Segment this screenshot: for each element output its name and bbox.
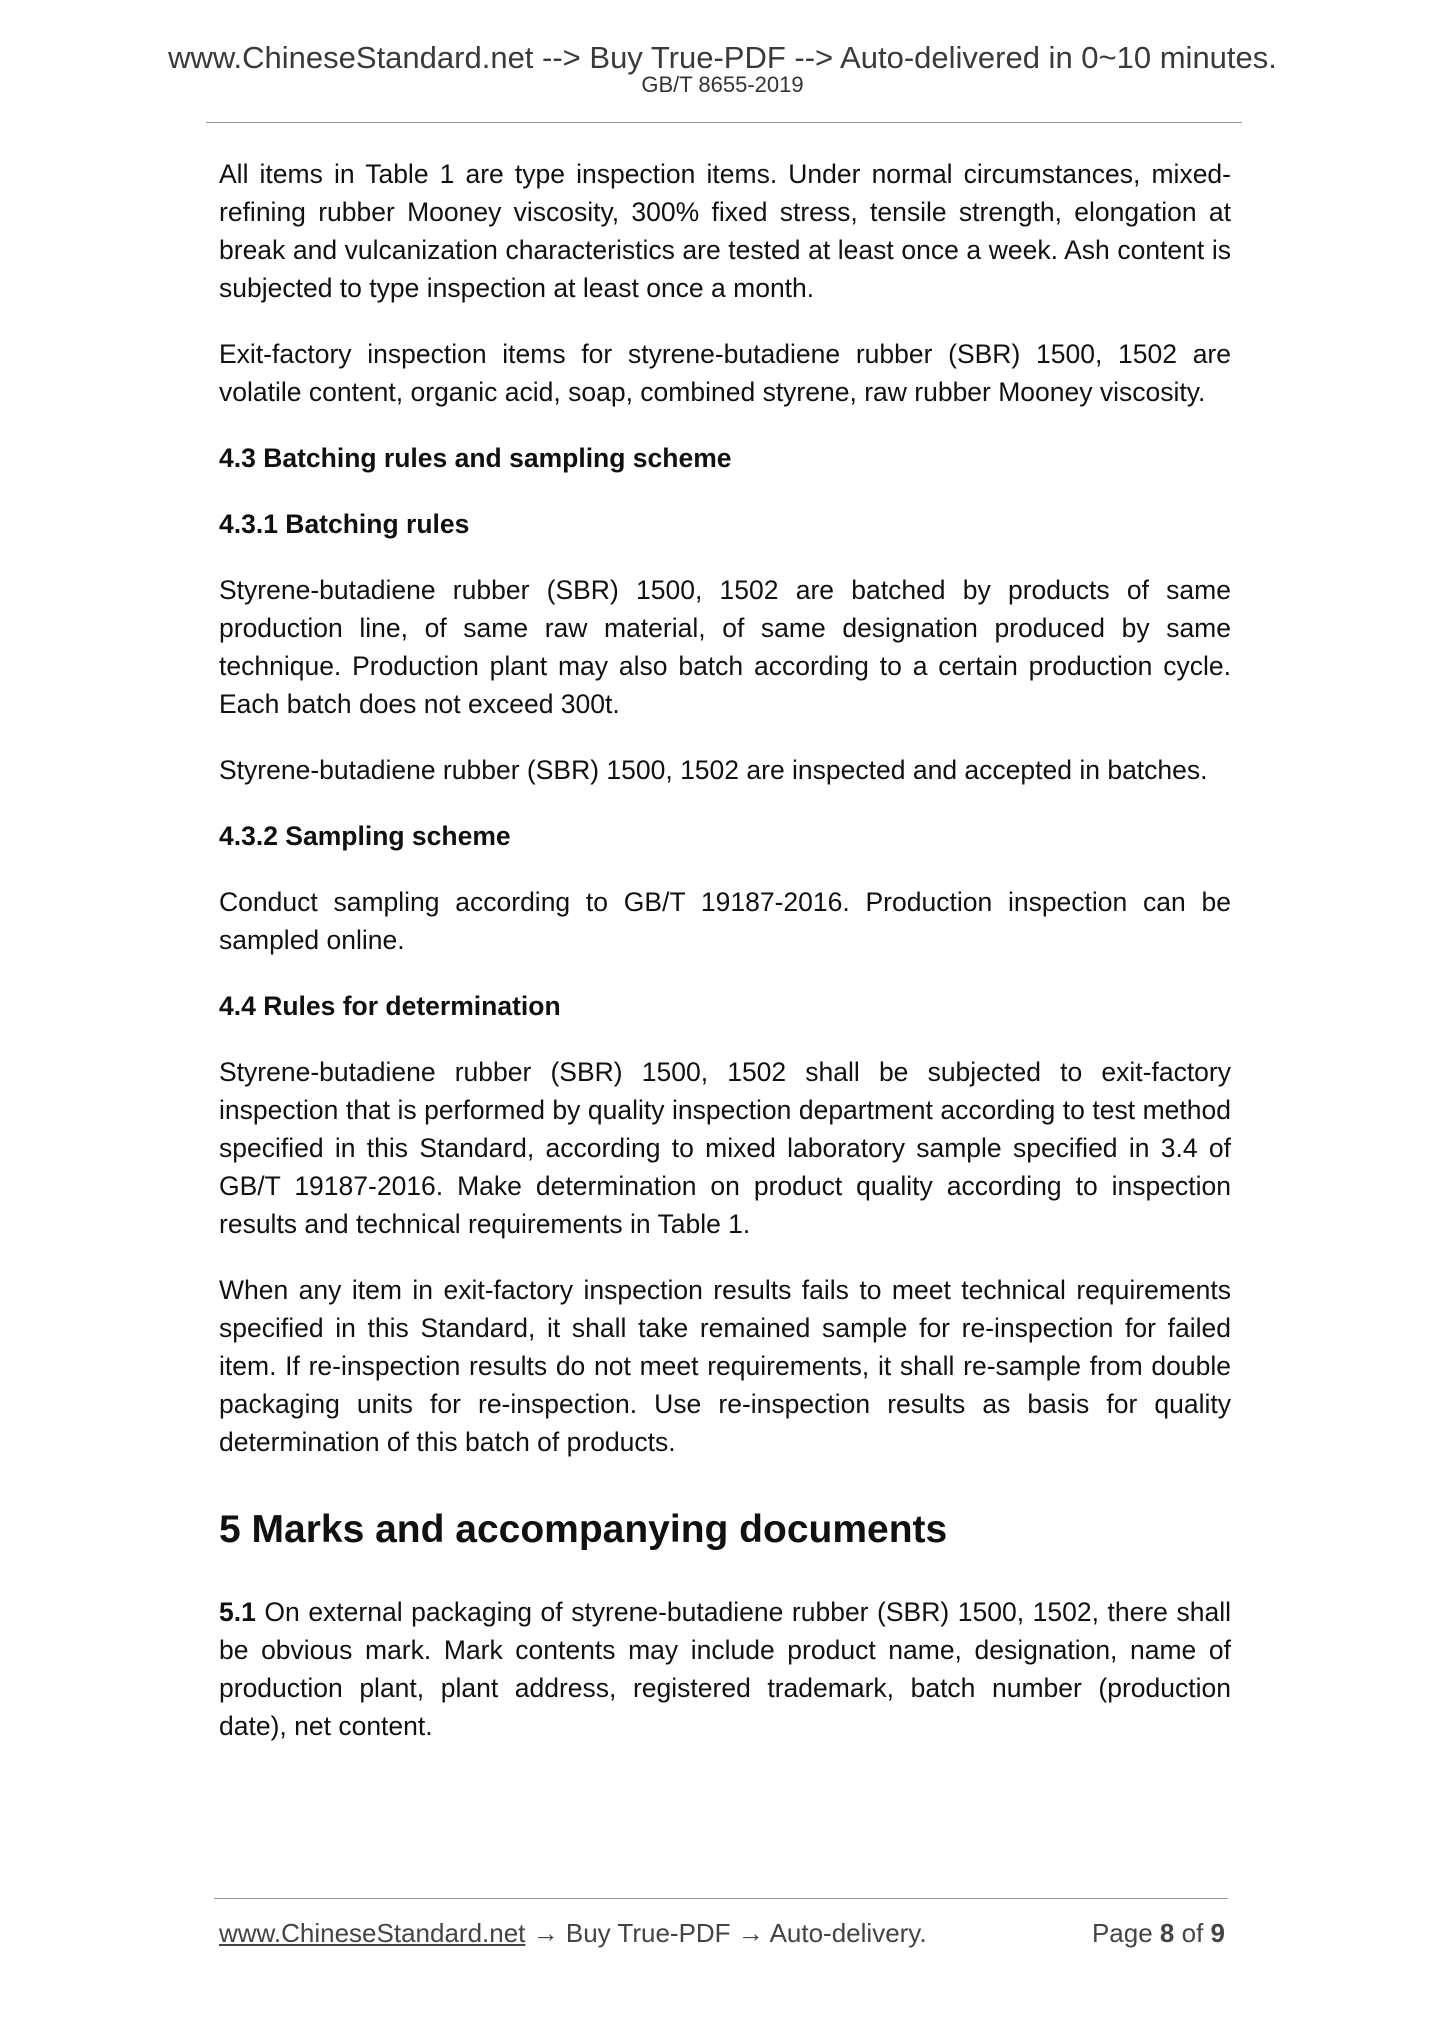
of-label: of xyxy=(1181,1918,1204,1948)
footer-promo-text: → Buy True-PDF → Auto-delivery. xyxy=(525,1918,927,1948)
paragraph-5-1 xyxy=(219,1593,1231,1745)
heading-4-3-2: 4.3.2 Sampling scheme xyxy=(219,821,511,851)
paragraph-batching: Styrene-butadiene rubber (SBR) 1500, 1502 are batched by products of same production line, of same raw material, of same designation produced by same technique. Production plant may also batch according to a certain production cycle. Each batch does not exceed 300t. xyxy=(219,575,1231,719)
top-banner: www.ChineseStandard.net --> Buy True-PDF --> Auto-delivered in 0~10 minutes. xyxy=(168,40,1277,75)
page-label: Page xyxy=(1091,1918,1153,1948)
total-pages: 9 xyxy=(1210,1918,1225,1948)
heading-4-3: 4.3 Batching rules and sampling scheme xyxy=(219,443,732,473)
footer-divider xyxy=(214,1898,1228,1899)
heading-section-5: 5 Marks and accompanying documents xyxy=(219,1508,948,1551)
paragraph-re-inspection: When any item in exit-factory inspection results fails to meet technical requirements specified in this Standard, it shall take remained sample for re-inspection for failed item. If re-inspection results do not meet requirements, it shall re-sample from double packaging units for re-inspection. Use re-inspection results as basis for quality determination of this batch of products. xyxy=(219,1275,1231,1457)
header-divider xyxy=(206,122,1242,123)
paragraph-exit-factory-items: Exit-factory inspection items for styrene-butadiene rubber (SBR) 1500, 1502 are volatile content, organic acid, soap, combined styrene, raw rubber Mooney viscosity. xyxy=(219,339,1231,407)
page-content xyxy=(219,155,1231,1773)
paragraph-type-inspection: All items in Table 1 are type inspection items. Under normal circumstances, mixed-refining rubber Mooney viscosity, 300% fixed stress, tensile strength, elongation at break and vulcanization characteristics are tested at least once a week. Ash content is subjected to type inspection at least once a month. xyxy=(219,159,1231,303)
footer-website-link[interactable]: www.ChineseStandard.net xyxy=(219,1918,526,1948)
paragraph-accepted-in-batches: Styrene-butadiene rubber (SBR) 1500, 1502 are inspected and accepted in batches. xyxy=(219,755,1208,785)
paragraph-determination: Styrene-butadiene rubber (SBR) 1500, 1502 shall be subjected to exit-factory inspection that is performed by quality inspection department according to test method specified in this Standard, according to mixed laboratory sample specified in 3.4 of GB/T 19187-2016. Make determination on product quality according to inspection results and technical requirements in Table 1. xyxy=(219,1057,1231,1239)
clause-number: 5.1 xyxy=(219,1597,256,1627)
paragraph-sampling: Conduct sampling according to GB/T 19187-2016. Production inspection can be sampled online. xyxy=(219,887,1231,955)
heading-4-3-1: 4.3.1 Batching rules xyxy=(219,509,470,539)
page-number xyxy=(1092,1917,1225,1949)
clause-text: On external packaging of styrene-butadiene rubber (SBR) 1500, 1502, there shall be obvious mark. Mark contents may include product name, designation, name of production plant, plant address, registered trademark, batch number (production date), net content. xyxy=(219,1597,1231,1741)
current-page: 8 xyxy=(1159,1918,1175,1948)
document-id: GB/T 8655-2019 xyxy=(641,72,804,97)
footer-promo xyxy=(219,1917,927,1949)
heading-4-4: 4.4 Rules for determination xyxy=(219,991,561,1021)
